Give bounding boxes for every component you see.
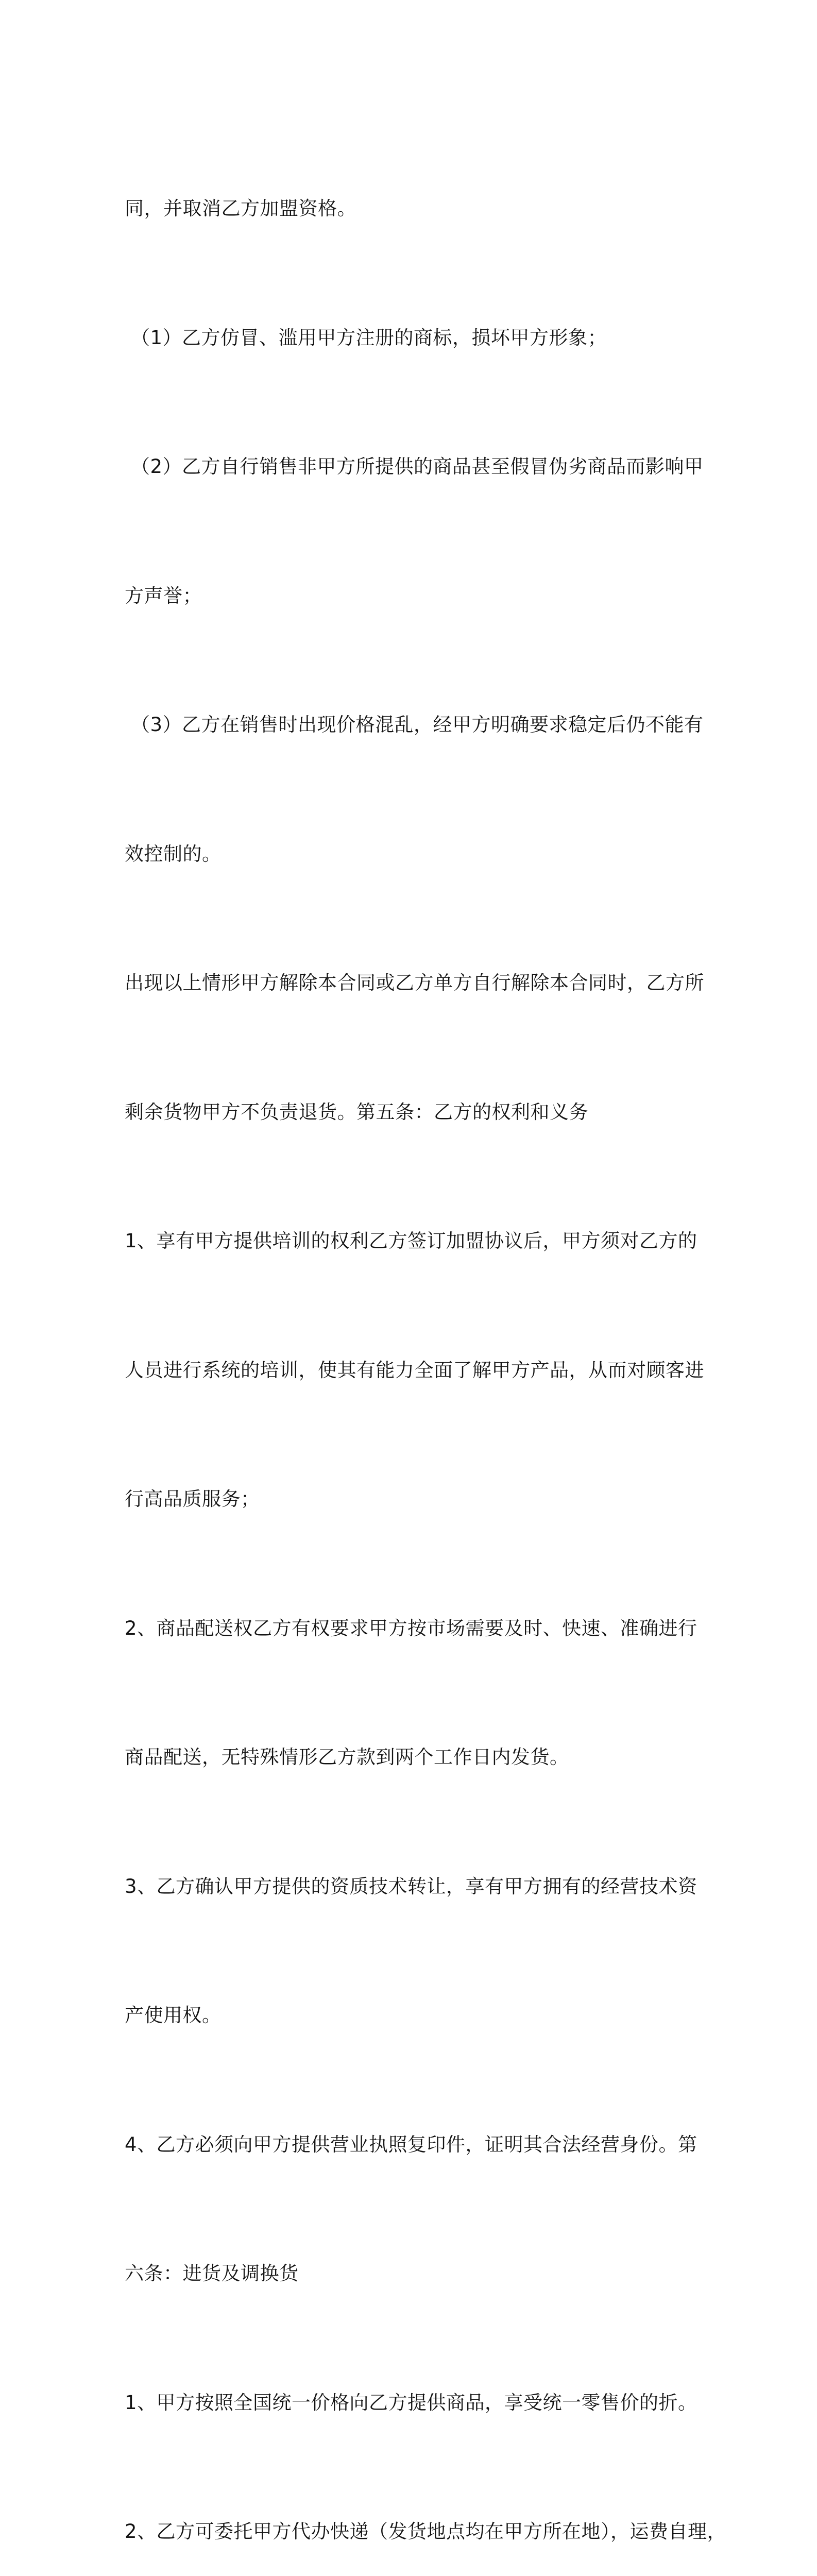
text-line: 六条：进货及调换货	[125, 2262, 299, 2284]
text-line: 产使用权。	[125, 2004, 222, 2026]
text-line: （3）乙方在销售时出现价格混乱，经甲方明确要求稳定后仍不能有	[131, 714, 704, 736]
text-line: 人员进行系统的培训，使其有能力全面了解甲方产品，从而对顾客进	[125, 1359, 704, 1381]
text-line: 方声誉；	[125, 584, 202, 607]
contract-text-body	[125, 101, 727, 2576]
text-line: 1、享有甲方提供培训的权利乙方签订加盟协议后，甲方须对乙方的	[125, 1230, 697, 1252]
text-line: 4、乙方必须向甲方提供营业执照复印件，证明其合法经营身份。第	[125, 2133, 697, 2156]
text-line: 出现以上情形甲方解除本合同或乙方单方自行解除本合同时，乙方所	[125, 972, 704, 994]
text-line: 1、甲方按照全国统一价格向乙方提供商品，享受统一零售价的折。	[125, 2391, 697, 2414]
text-line: （1）乙方仿冒、滥用甲方注册的商标，损坏甲方形象；	[131, 326, 607, 349]
text-line: 2、商品配送权乙方有权要求甲方按市场需要及时、快速、准确进行	[125, 1617, 697, 1639]
text-line: 效控制的。	[125, 842, 222, 865]
text-line: （2）乙方自行销售非甲方所提供的商品甚至假冒伪劣商品而影响甲	[131, 455, 704, 478]
text-line: 3、乙方确认甲方提供的资质技术转让，享有甲方拥有的经营技术资	[125, 1875, 697, 1897]
text-line: 商品配送，无特殊情形乙方款到两个工作日内发货。	[125, 1746, 569, 1768]
text-line: 同，并取消乙方加盟资格。	[125, 197, 356, 219]
text-line: 剩余货物甲方不负责退货。第五条：乙方的权利和义务	[125, 1100, 588, 1123]
text-line: 行高品质服务；	[125, 1488, 260, 1510]
text-line: 2、乙方可委托甲方代办快递（发货地点均在甲方所在地），运费自理，	[125, 2520, 727, 2543]
